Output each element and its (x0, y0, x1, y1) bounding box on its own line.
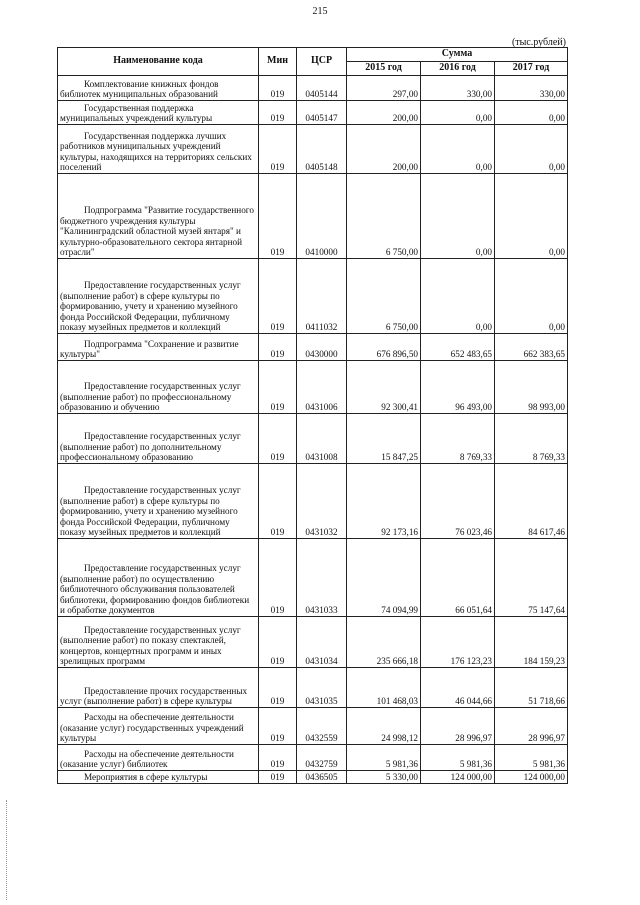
row-2017: 0,00 (495, 125, 568, 174)
budget-table (57, 47, 568, 784)
row-2017: 662 383,65 (495, 334, 568, 361)
row-csr: 0405147 (297, 101, 347, 125)
row-2017: 330,00 (495, 76, 568, 101)
row-name: Подпрограмма "Развитие государственного бюджетного учреждения культуры "Калининградский областной музей янтаря" и культурно-образовательного сектора янтарной отрасли" (58, 174, 259, 259)
row-2017: 184 159,23 (495, 617, 568, 668)
row-name: Комплектование книжных фондов библиотек муниципальных образований (58, 76, 259, 101)
row-name: Государственная поддержка муниципальных учреждений культуры (58, 101, 259, 125)
row-2015: 6 750,00 (347, 259, 421, 334)
row-csr: 0432759 (297, 745, 347, 771)
row-min: 019 (259, 259, 297, 334)
table-row (58, 617, 568, 668)
row-min: 019 (259, 668, 297, 708)
table-row (58, 76, 568, 101)
row-2015: 297,00 (347, 76, 421, 101)
header-csr: ЦСР (297, 48, 347, 76)
row-2015: 5 330,00 (347, 771, 421, 784)
row-csr: 0431034 (297, 617, 347, 668)
row-min: 019 (259, 101, 297, 125)
row-csr: 0410000 (297, 174, 347, 259)
row-name: Предоставление государственных услуг (выполнение работ) в сфере культуры по формированию, учету и хранению музейного фонда Российской Федерации, публичному показу музейных предметов и коллекций (58, 259, 259, 334)
row-2015: 92 173,16 (347, 464, 421, 539)
row-csr: 0436505 (297, 771, 347, 784)
row-min: 019 (259, 414, 297, 464)
row-min: 019 (259, 745, 297, 771)
header-year-2017: 2017 год (495, 62, 568, 76)
table-row (58, 361, 568, 414)
row-2016: 330,00 (421, 76, 495, 101)
row-2016: 5 981,36 (421, 745, 495, 771)
row-2015: 92 300,41 (347, 361, 421, 414)
table-row (58, 174, 568, 259)
row-2016: 0,00 (421, 101, 495, 125)
row-min: 019 (259, 76, 297, 101)
row-2017: 0,00 (495, 259, 568, 334)
table-row (58, 125, 568, 174)
row-csr: 0431035 (297, 668, 347, 708)
row-2016: 76 023,46 (421, 464, 495, 539)
row-2016: 176 123,23 (421, 617, 495, 668)
row-2017: 0,00 (495, 101, 568, 125)
row-min: 019 (259, 708, 297, 745)
row-csr: 0411032 (297, 259, 347, 334)
header-year-2016: 2016 год (421, 62, 495, 76)
row-csr: 0405144 (297, 76, 347, 101)
row-min: 019 (259, 617, 297, 668)
row-2016: 652 483,65 (421, 334, 495, 361)
row-2017: 0,00 (495, 174, 568, 259)
units-label: (тыс.рублей) (511, 37, 566, 48)
row-name: Предоставление прочих государственных услуг (выполнение работ) в сфере культуры (58, 668, 259, 708)
row-csr: 0431032 (297, 464, 347, 539)
row-2017: 28 996,97 (495, 708, 568, 745)
table-row (58, 101, 568, 125)
table-row (58, 259, 568, 334)
row-min: 019 (259, 174, 297, 259)
header-min: Мин (259, 48, 297, 76)
row-2017: 98 993,00 (495, 361, 568, 414)
row-name: Предоставление государственных услуг (выполнение работ) по показу спектаклей, концертов, концертных программ и иных зрелищных программ (58, 617, 259, 668)
row-2017: 8 769,33 (495, 414, 568, 464)
header-year-2015: 2015 год (347, 62, 421, 76)
row-name: Расходы на обеспечение деятельности (оказание услуг) государственных учреждений культуры (58, 708, 259, 745)
row-2015: 235 666,18 (347, 617, 421, 668)
table-row (58, 414, 568, 464)
table-row (58, 708, 568, 745)
row-2016: 124 000,00 (421, 771, 495, 784)
page-number: 215 (312, 6, 328, 17)
row-name: Расходы на обеспечение деятельности (оказание услуг) библиотек (58, 745, 259, 771)
row-2015: 101 468,03 (347, 668, 421, 708)
row-min: 019 (259, 539, 297, 617)
row-name: Подпрограмма "Сохранение и развитие культуры" (58, 334, 259, 361)
row-min: 019 (259, 464, 297, 539)
row-2017: 51 718,66 (495, 668, 568, 708)
row-name: Предоставление государственных услуг (выполнение работ) по осуществлению библиотечного обслуживания пользователей библиотеки, формированию фондов библиотеки и обработке документов (58, 539, 259, 617)
row-2015: 24 998,12 (347, 708, 421, 745)
row-2016: 96 493,00 (421, 361, 495, 414)
row-2015: 6 750,00 (347, 174, 421, 259)
row-csr: 0430000 (297, 334, 347, 361)
row-2016: 0,00 (421, 259, 495, 334)
row-name: Предоставление государственных услуг (выполнение работ) по профессиональному образованию и обучению (58, 361, 259, 414)
table-row (58, 464, 568, 539)
row-2016: 8 769,33 (421, 414, 495, 464)
row-2016: 0,00 (421, 125, 495, 174)
table-row (58, 771, 568, 784)
table-row (58, 334, 568, 361)
row-2015: 5 981,36 (347, 745, 421, 771)
row-csr: 0431033 (297, 539, 347, 617)
row-min: 019 (259, 125, 297, 174)
row-2015: 74 094,99 (347, 539, 421, 617)
table-row (58, 745, 568, 771)
table-row (58, 539, 568, 617)
table-row (58, 668, 568, 708)
header-name: Наименование кода (58, 48, 259, 76)
row-name: Предоставление государственных услуг (выполнение работ) по дополнительному профессиональному образованию (58, 414, 259, 464)
row-2016: 0,00 (421, 174, 495, 259)
row-name: Мероприятия в сфере культуры (58, 771, 259, 784)
row-2015: 676 896,50 (347, 334, 421, 361)
header-row (58, 48, 568, 62)
row-2016: 66 051,64 (421, 539, 495, 617)
row-2017: 124 000,00 (495, 771, 568, 784)
header-sum: Сумма (347, 48, 568, 62)
row-min: 019 (259, 361, 297, 414)
row-2015: 200,00 (347, 125, 421, 174)
row-2017: 75 147,64 (495, 539, 568, 617)
row-2016: 46 044,66 (421, 668, 495, 708)
row-csr: 0405148 (297, 125, 347, 174)
row-csr: 0431008 (297, 414, 347, 464)
row-2015: 200,00 (347, 101, 421, 125)
row-csr: 0431006 (297, 361, 347, 414)
row-2015: 15 847,25 (347, 414, 421, 464)
row-csr: 0432559 (297, 708, 347, 745)
row-2016: 28 996,97 (421, 708, 495, 745)
scan-artifact-line (6, 800, 7, 900)
row-2017: 5 981,36 (495, 745, 568, 771)
row-name: Государственная поддержка лучших работников муниципальных учреждений культуры, находящихся на территориях сельских поселений (58, 125, 259, 174)
row-min: 019 (259, 334, 297, 361)
row-min: 019 (259, 771, 297, 784)
row-name: Предоставление государственных услуг (выполнение работ) в сфере культуры по формированию, учету и хранению музейного фонда Российской Федерации, публичному показу музейных предметов и коллекций (58, 464, 259, 539)
row-2017: 84 617,46 (495, 464, 568, 539)
